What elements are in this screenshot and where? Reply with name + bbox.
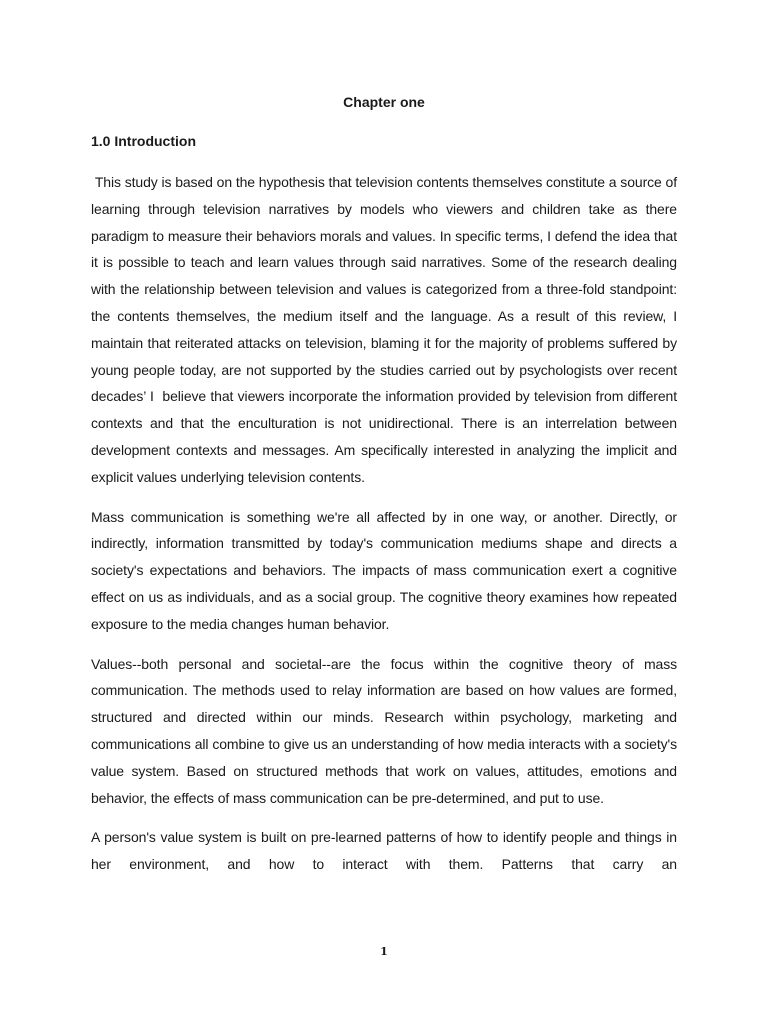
section-heading: 1.0 Introduction [91, 133, 196, 149]
paragraph-mass-communication: Mass communication is something we're all affected by in one way, or another. Directly, or indirectly, information transmitted by today's communication mediums shape and directs a society's expectations and behaviors. The impacts of mass communication exert a cognitive effect on us as individuals, and as a social group. The cognitive theory examines how repeated exposure to the media changes human behavior. [91, 508, 677, 632]
paragraph-values: Values--both personal and societal--are the focus within the cognitive theory of mass communication. The methods used to relay information are based on how values are formed, structured and directed within our minds. Research within psychology, marketing and communications all combine to give us an understanding of how media interacts with a society's value system. Based on structured methods that work on values, attitudes, emotions and behavior, the effects of mass communication can be pre-determined, and put to use. [91, 655, 677, 806]
body-text [91, 169, 681, 891]
page-number: 1 [380, 945, 388, 958]
paragraph-value-system: A person's value system is built on pre-learned patterns of how to identify people and things in her environment, and how to interact with them. Patterns that carry an [91, 829, 677, 873]
chapter-title: Chapter one [343, 94, 425, 110]
paragraph-intro: This study is based on the hypothesis that television contents themselves constitute a source of learning through television narratives by models who viewers and children take as there paradigm to measure their behaviors morals and values. In specific terms, I defend the idea that it is possible to teach and learn values through said narratives. Some of the research dealing with the relationship between television and values is categorized from a three-fold standpoint: the contents themselves, the medium itself and the language. As a result of this review, I maintain that reiterated attacks on television, blaming it for the majority of problems suffered by young people today, are not supported by the studies carried out by psychologists over recent decades’ I believe that viewers incorporate the information provided by television from different contexts and that the enculturation is not unidirectional. There is an interrelation between development contexts and messages. Am specifically interested in analyzing the implicit and explicit values underlying television contents. [91, 174, 681, 485]
